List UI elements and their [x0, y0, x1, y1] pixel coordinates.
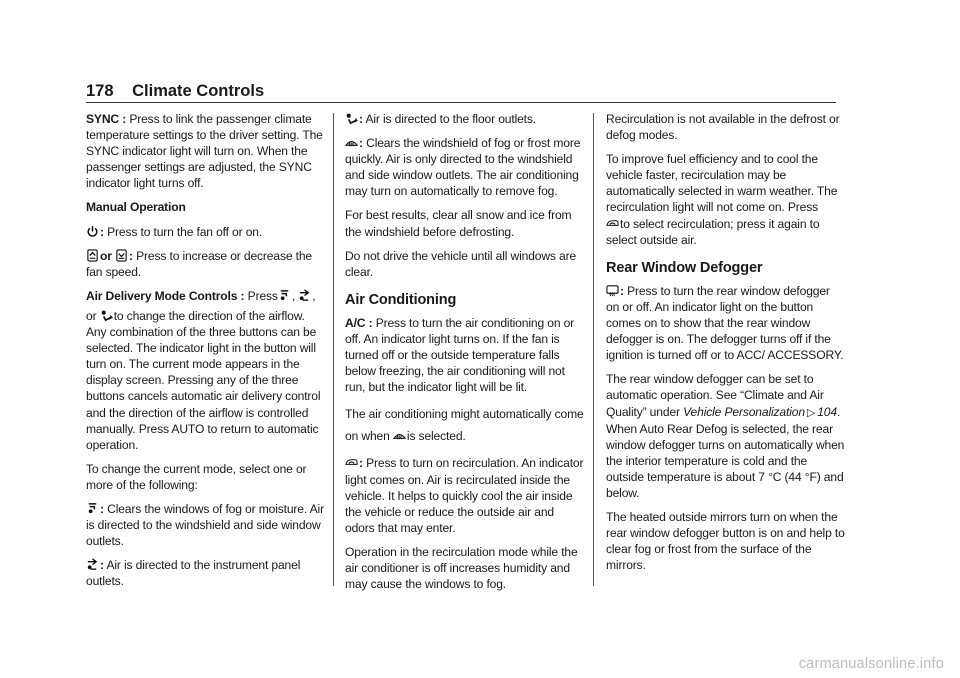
- defog-mode-icon: [86, 502, 99, 515]
- recirculation-operation-paragraph: Operation in the recirculation mode while the air conditioner is off increases humidity and may cause the windows to fog.: [345, 544, 578, 592]
- panel-mode-icon: [298, 289, 311, 302]
- defog-paragraph: : Clears the windows of fog or moisture. Air is directed to the windshield and side window outlets.: [86, 501, 324, 549]
- best-results-paragraph: For best results, clear all snow and ice from the windshield before defrosting.: [345, 208, 572, 239]
- page-number: 178: [86, 82, 114, 100]
- recirculation-icon: [345, 456, 358, 469]
- heated-mirrors-paragraph: The heated outside mirrors turn on when the rear window defogger button is on and help to clear fog or frost from the surface of the mirrors.: [606, 510, 845, 573]
- panel-mode-icon: [86, 558, 99, 571]
- page-ref-number[interactable]: 104: [817, 404, 837, 419]
- air-delivery-paragraph: Air Delivery Mode Controls : Press , ,: [86, 288, 316, 303]
- air-delivery-paragraph-cont: or to change the direction of the airflow. Any combination of the three buttons can be selected. The indicator light in the button will turn on. The current mode appears in the display screen. Pressing any of the three buttons cancels automatic air delivery control and the direction of the airflow is controlled manually. Press AUTO to return to automatic operation.: [86, 308, 321, 452]
- defrost-icon: [393, 429, 406, 442]
- power-paragraph: : Press to turn the fan off or on.: [86, 224, 326, 240]
- vehicle-personalization-link[interactable]: Vehicle Personalization: [683, 404, 805, 419]
- recirc-not-available-paragraph: Recirculation is not available in the defrost or defog modes.: [606, 112, 840, 143]
- floor-mode-icon: [345, 112, 358, 125]
- rear-defogger-paragraph: : Press to turn the rear window defogger on or off. An indicator light on the button comes on to show that the rear window defogger is on. The defogger turns off if the ignition is turned off or to ACC/ ACCESSORY.: [606, 283, 844, 363]
- column-3: [606, 111, 846, 581]
- drive-paragraph: Do not drive the vehicle until all windows are clear.: [345, 248, 577, 279]
- watermark: carmanualsonline.info: [798, 656, 944, 672]
- column-divider: [333, 113, 334, 586]
- recirculation-paragraph: : Press to turn on recirculation. An indicator light comes on. Air is recirculated inside the vehicle. It helps to quickly cool the air inside the vehicle or reduce the outside air and odors that may enter.: [345, 456, 584, 535]
- column-divider: [593, 113, 594, 586]
- floor-mode-icon: [100, 309, 113, 322]
- floor-paragraph: : Air is directed to the floor outlets.: [345, 111, 585, 127]
- header-rule: [86, 102, 836, 103]
- air-conditioning-heading: Air Conditioning: [345, 291, 457, 308]
- column-1: [86, 111, 326, 597]
- fan-paragraph: or : Press to increase or decrease the fan speed.: [86, 248, 313, 279]
- power-icon: [86, 225, 99, 238]
- defrost-icon: [345, 136, 358, 149]
- fuel-efficiency-paragraph: To improve fuel efficiency and to cool the vehicle faster, recirculation may be automatically selected in warm weather. The recirculation light will not come on. Press to select recirculation; press it again to select outside air.: [606, 152, 838, 247]
- recirculation-icon: [606, 217, 619, 230]
- change-mode-paragraph: To change the current mode, select one or more of the following:: [86, 461, 307, 492]
- sync-paragraph: SYNC : Press to link the passenger climate temperature settings to the driver setting. The SYNC indicator light will turn on. When the passenger settings are adjusted, the SYNC indicator light turns off.: [86, 112, 323, 191]
- ac-auto-paragraph: The air conditioning might automatically come on when is selected.: [345, 407, 584, 444]
- auto-rear-defog-paragraph: The rear window defogger can be set to automatic operation. See “Climate and Air Quality” under Vehicle Personalization ▷ 104. When Auto Rear Defog is selected, the rear window defogger turns on automatically when the interior temperature is cold and the outside temperature is about 7 °C (44 °F) and below.: [606, 372, 845, 500]
- rear-window-defogger-heading: Rear Window Defogger: [606, 259, 763, 276]
- rear-defog-icon: [606, 284, 619, 297]
- fan-down-icon: [115, 249, 128, 262]
- defrost-paragraph: : Clears the windshield of fog or frost more quickly. Air is only directed to the windshield and side window outlets. The air conditioning may turn on automatically to remove fog.: [345, 136, 581, 199]
- manual-operation-heading: Manual Operation: [86, 200, 186, 215]
- page-ref-icon: ▷: [806, 406, 816, 419]
- fan-up-icon: [86, 249, 99, 262]
- page-title: Climate Controls: [132, 82, 265, 100]
- defog-mode-icon: [278, 289, 291, 302]
- ac-paragraph: A/C : Press to turn the air conditioning on or off. An indicator light turns on. If the fan is turned off or the outside temperature falls below freezing, the air conditioning will not run, but the indicator light will be lit.: [345, 315, 575, 395]
- page-header: [86, 82, 264, 101]
- column-2: [345, 111, 585, 600]
- panel-paragraph: : Air is directed to the instrument panel outlets.: [86, 558, 301, 589]
